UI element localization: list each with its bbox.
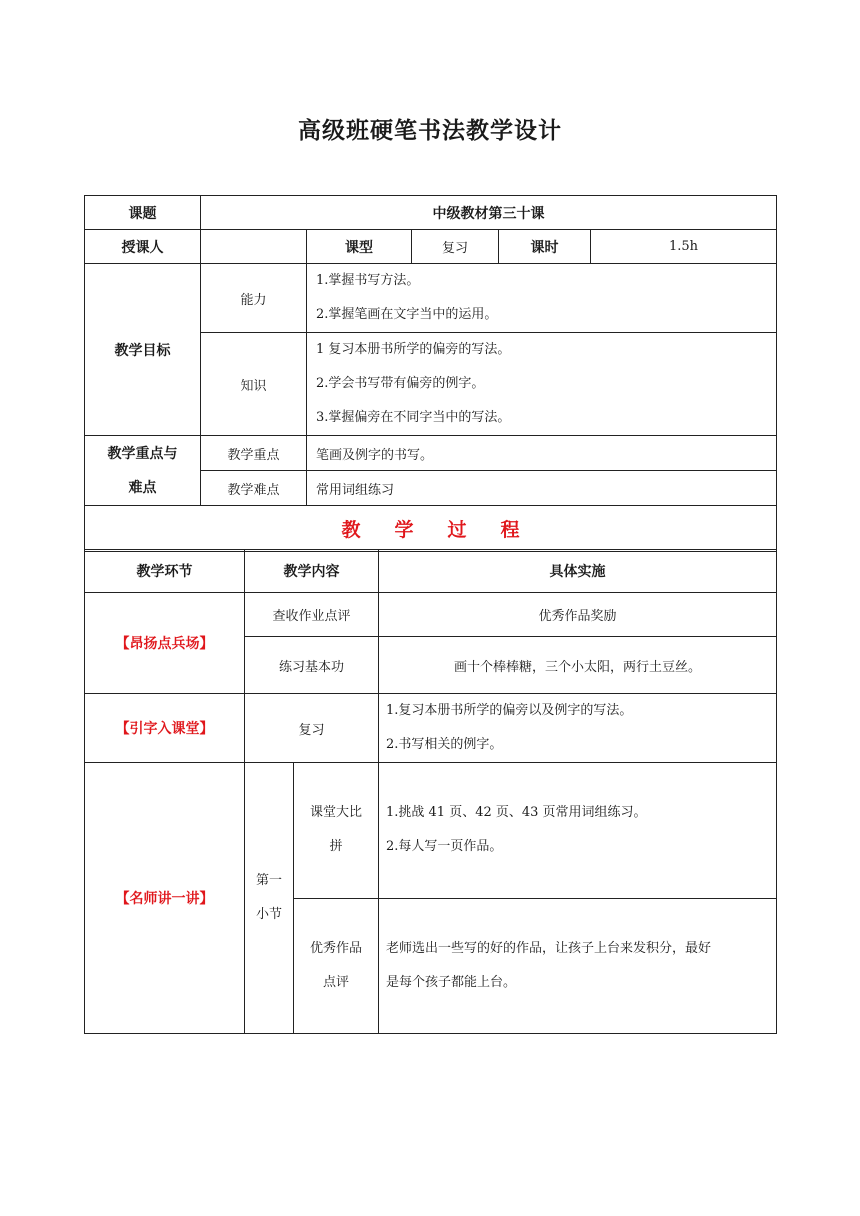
stage3-section-line2: 小节 bbox=[255, 907, 282, 922]
difficulty-label: 教学难点 bbox=[201, 471, 307, 506]
stage2-row bbox=[85, 694, 777, 763]
stage2-impl-item: 2.书写相关的例字。 bbox=[386, 737, 503, 752]
goals-label: 教学目标 bbox=[85, 264, 201, 436]
stage3-name: 【名师讲一讲】 bbox=[85, 763, 245, 1034]
knowledge-items bbox=[307, 333, 777, 436]
stage1-row1 bbox=[85, 593, 777, 637]
lesson-info-table bbox=[84, 195, 777, 552]
difficulty-value: 常用词组练习 bbox=[307, 471, 777, 506]
ability-label: 能力 bbox=[201, 264, 307, 333]
key-points-label-line2: 难点 bbox=[128, 479, 157, 496]
stage3-content bbox=[294, 899, 379, 1034]
stage1-content: 练习基本功 bbox=[245, 637, 379, 694]
col-content-header: 教学内容 bbox=[245, 550, 379, 593]
hours-value: 1.5h bbox=[591, 230, 777, 264]
stage3-row1 bbox=[85, 763, 777, 899]
focus-label: 教学重点 bbox=[201, 436, 307, 471]
stage3-content bbox=[294, 763, 379, 899]
stage2-content: 复习 bbox=[245, 694, 379, 763]
stage3-impl-item: 1.挑战 41 页、42 页、43 页常用词组练习。 bbox=[386, 805, 647, 820]
knowledge-item: 2.学会书写带有偏旁的例字。 bbox=[316, 376, 485, 391]
key-points-label bbox=[85, 436, 201, 506]
stage1-name: 【昂扬点兵场】 bbox=[85, 593, 245, 694]
process-heading: 教学过程 bbox=[85, 506, 777, 552]
stage1-impl: 优秀作品奖励 bbox=[379, 593, 777, 637]
process-header-row bbox=[85, 550, 777, 593]
topic-value: 中级教材第三十课 bbox=[201, 196, 777, 230]
stage2-impl bbox=[379, 694, 777, 763]
topic-row bbox=[85, 196, 777, 230]
process-heading-row bbox=[85, 506, 777, 552]
ability-item: 2.掌握笔画在文字当中的运用。 bbox=[316, 307, 498, 322]
knowledge-label: 知识 bbox=[201, 333, 307, 436]
focus-row bbox=[85, 436, 777, 471]
stage3-content-line2: 点评 bbox=[322, 975, 349, 990]
stage3-impl-item: 2.每人写一页作品。 bbox=[386, 839, 503, 854]
stage3-impl-item: 老师选出一些写的好的作品，让孩子上台来发积分，最好 bbox=[386, 941, 712, 956]
stage1-impl: 画十个棒棒糖，三个小太阳，两行土豆丝。 bbox=[379, 637, 777, 694]
knowledge-item: 1 复习本册书所学的偏旁的写法。 bbox=[316, 342, 511, 357]
stage3-impl bbox=[379, 763, 777, 899]
key-points-label-line1: 教学重点与 bbox=[107, 445, 178, 462]
focus-value: 笔画及例字的书写。 bbox=[307, 436, 777, 471]
stage3-content-line2: 拼 bbox=[329, 839, 343, 854]
stage3-impl-item: 是每个孩子都能上台。 bbox=[386, 975, 517, 990]
col-stage-header: 教学环节 bbox=[85, 550, 245, 593]
teacher-label: 授课人 bbox=[85, 230, 201, 264]
stage3-section-line1: 第一 bbox=[255, 873, 282, 888]
type-value: 复习 bbox=[412, 230, 499, 264]
topic-label: 课题 bbox=[85, 196, 201, 230]
stage3-section bbox=[245, 763, 294, 1034]
ability-item: 1.掌握书写方法。 bbox=[316, 273, 420, 288]
stage1-content: 查收作业点评 bbox=[245, 593, 379, 637]
hours-label: 课时 bbox=[499, 230, 591, 264]
stage3-content-line1: 优秀作品 bbox=[309, 941, 362, 956]
process-table bbox=[84, 549, 777, 1034]
type-label: 课型 bbox=[307, 230, 412, 264]
meta-row bbox=[85, 230, 777, 264]
stage2-name: 【引字入课堂】 bbox=[85, 694, 245, 763]
teacher-value bbox=[201, 230, 307, 264]
ability-items bbox=[307, 264, 777, 333]
ability-row bbox=[85, 264, 777, 333]
stage3-content-line1: 课堂大比 bbox=[309, 805, 362, 820]
stage2-impl-item: 1.复习本册书所学的偏旁以及例字的写法。 bbox=[386, 703, 633, 718]
document-title: 高级班硬笔书法教学设计 bbox=[298, 118, 562, 144]
knowledge-item: 3.掌握偏旁在不同字当中的写法。 bbox=[316, 410, 511, 425]
stage3-impl bbox=[379, 899, 777, 1034]
col-impl-header: 具体实施 bbox=[379, 550, 777, 593]
